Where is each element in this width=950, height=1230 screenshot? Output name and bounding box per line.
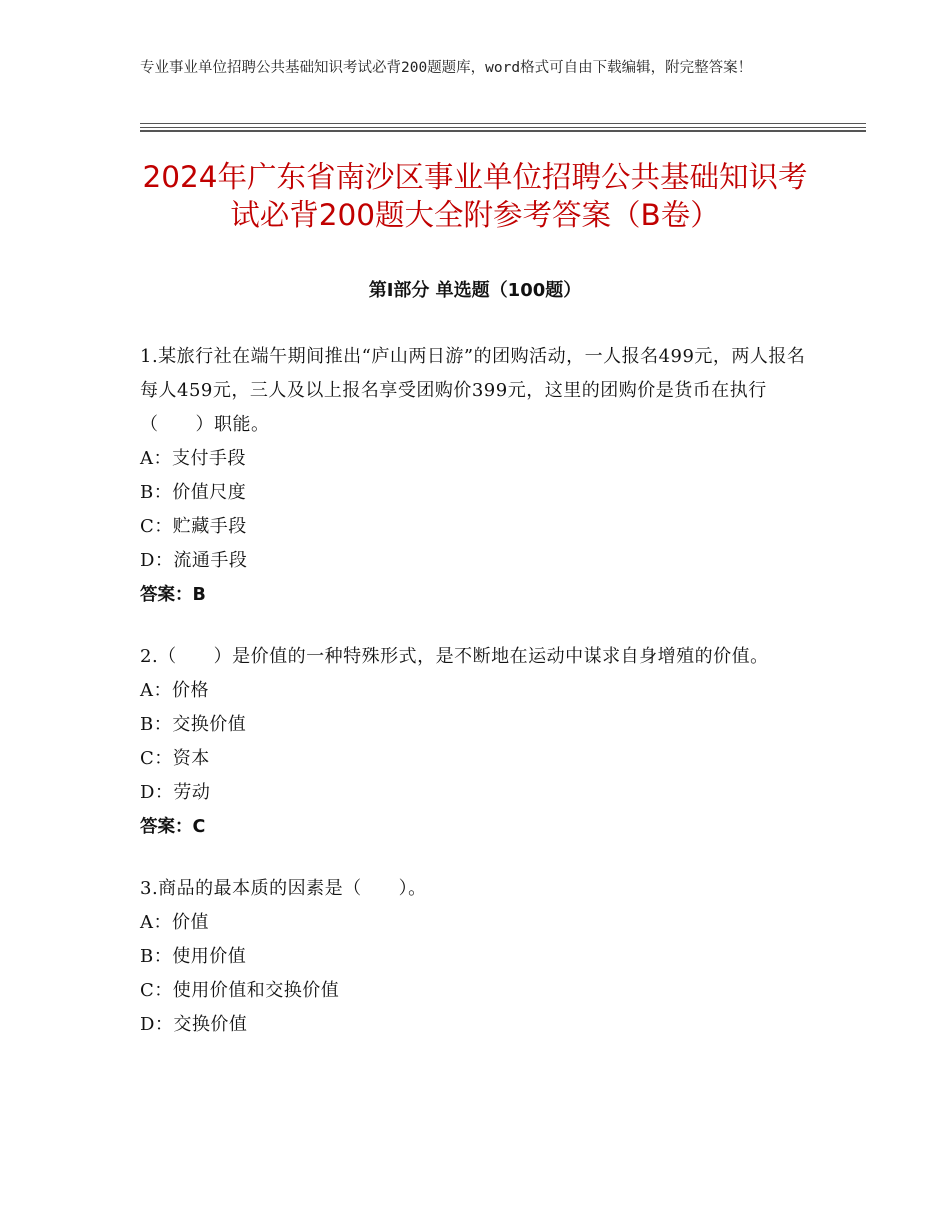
option-c: C：使用价值和交换价值 (140, 980, 340, 1001)
option-b: B：交换价值 (140, 714, 247, 735)
header-rule-bottom (140, 130, 866, 132)
option-a: A：支付手段 (140, 448, 246, 469)
option-d: D：交换价值 (140, 1014, 248, 1035)
option-d: D：劳动 (140, 782, 211, 803)
document-title: 2024年广东省南沙区事业单位招聘公共基础知识考试必背200题大全附参考答案（B卷） (142, 160, 808, 232)
question-stem: 1.某旅行社在端午期间推出“庐山两日游”的团购活动，一人报名499元，两人报名每人459元，三人及以上报名享受团购价399元，这里的团购价是货币在执行（ ）职能。 (140, 346, 806, 435)
header-rule-top (140, 123, 866, 124)
option-a: A：价值 (140, 912, 209, 933)
header-rule-middle (140, 127, 866, 128)
question-list (140, 340, 812, 1070)
question-stem: 2.（ ）是价值的一种特殊形式，是不断地在运动中谋求自身增殖的价值。 (140, 646, 769, 667)
answer: 答案：C (140, 817, 206, 837)
option-c: C：贮藏手段 (140, 516, 247, 537)
option-c: C：资本 (140, 748, 210, 769)
header-note: 专业事业单位招聘公共基础知识考试必背200题题库，word格式可自由下载编辑，附完整答案！ (140, 60, 753, 76)
section-heading: 第Ⅰ部分 单选题（100题） (368, 280, 582, 301)
option-b: B：使用价值 (140, 946, 247, 967)
option-a: A：价格 (140, 680, 209, 701)
question-stem: 3.商品的最本质的因素是（ ）。 (140, 878, 427, 899)
option-d: D：流通手段 (140, 550, 248, 571)
option-b: B：价值尺度 (140, 482, 247, 503)
question-2 (140, 640, 812, 844)
answer: 答案：B (140, 585, 206, 605)
question-3 (140, 872, 812, 1042)
question-1 (140, 340, 812, 612)
